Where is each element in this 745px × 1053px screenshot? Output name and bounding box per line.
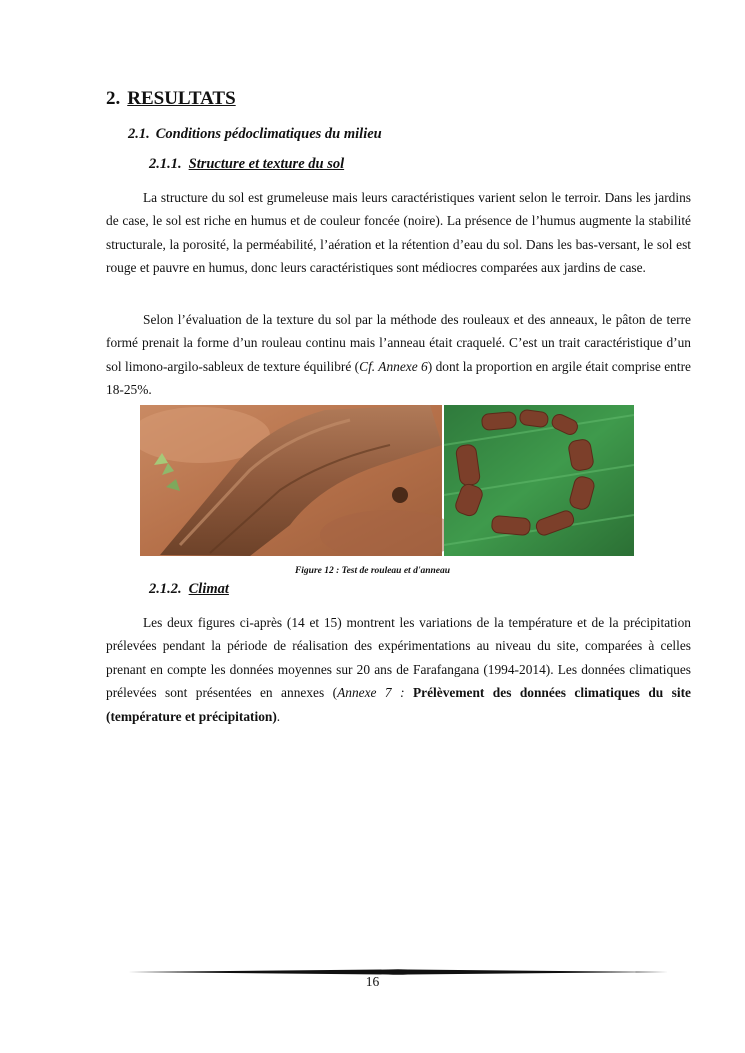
paragraph-text: . xyxy=(276,708,281,724)
subsection-title: Conditions pédoclimatiques du milieu xyxy=(155,126,382,142)
paragraph-texture xyxy=(106,308,691,402)
subsection-heading xyxy=(128,126,382,143)
paragraph-structure: La structure du sol est grumeleuse mais leurs caractéristiques varient selon le terroir. Dans les jardins de case, le sol est riche en humus et de couleur foncée (noire). La présence de l’humus augmente la stabilité structurale, la porosité, la perméabilité, l’aération et la rétention d’eau du sol. Dans les bas-versant, le sol est rouge et pauvre en humus, donc leurs caractéristiques sont médiocres comparées aux jardins de case. xyxy=(106,190,691,276)
annex-title: Prélèvement des données climatiques du site (température et précipitation) xyxy=(106,685,691,724)
paragraph-text: ) dont la proportion en argile était comprise entre 18-25%. xyxy=(106,358,691,398)
subsubsection-heading-structure xyxy=(149,156,344,173)
figure-caption: Figure 12 : Test de rouleau et d'anneau xyxy=(294,566,451,576)
paragraph-text: Les deux figures ci-après (14 et 15) montrent les variations de la température et de la précipitation prélevées pendant la période de réalisation des expérimentations au niveau du site, comparées à celles prenant en compte les données moyennes sur 20 ans de Farafangana (1994-2014). Les données climatiques prélevées sont présentées en annexes ( xyxy=(106,615,691,701)
subsection-number: 2.1. xyxy=(128,126,150,142)
subsubsection-number: 2.1.2. xyxy=(149,581,182,597)
soil-roll-photo xyxy=(140,405,460,556)
paragraph-climat xyxy=(106,611,691,728)
soil-ring-photo xyxy=(444,405,634,556)
subsubsection-title: Climat xyxy=(188,581,229,597)
annex-reference: Annexe 7 : xyxy=(337,685,413,701)
section-title: RESULTATS xyxy=(127,88,236,109)
page-number: 16 xyxy=(365,974,380,989)
subsubsection-heading-climat xyxy=(149,581,229,598)
section-heading xyxy=(106,88,236,110)
section-number: 2. xyxy=(106,88,121,109)
subsubsection-number: 2.1.1. xyxy=(149,156,182,172)
figure-soil-test-photos xyxy=(140,405,634,556)
subsubsection-title: Structure et texture du sol xyxy=(188,156,345,172)
annex-reference: Cf. Annexe 6 xyxy=(359,358,428,374)
paragraph-text: Selon l’évaluation de la texture du sol par la méthode des rouleaux et des anneaux, le pâton de terre formé prenait la forme d’un rouleau continu mais l’anneau était craquelé. C’est un trait caractéristique d’un sol limono-argilo-sableux de texture équilibré ( xyxy=(106,312,691,374)
